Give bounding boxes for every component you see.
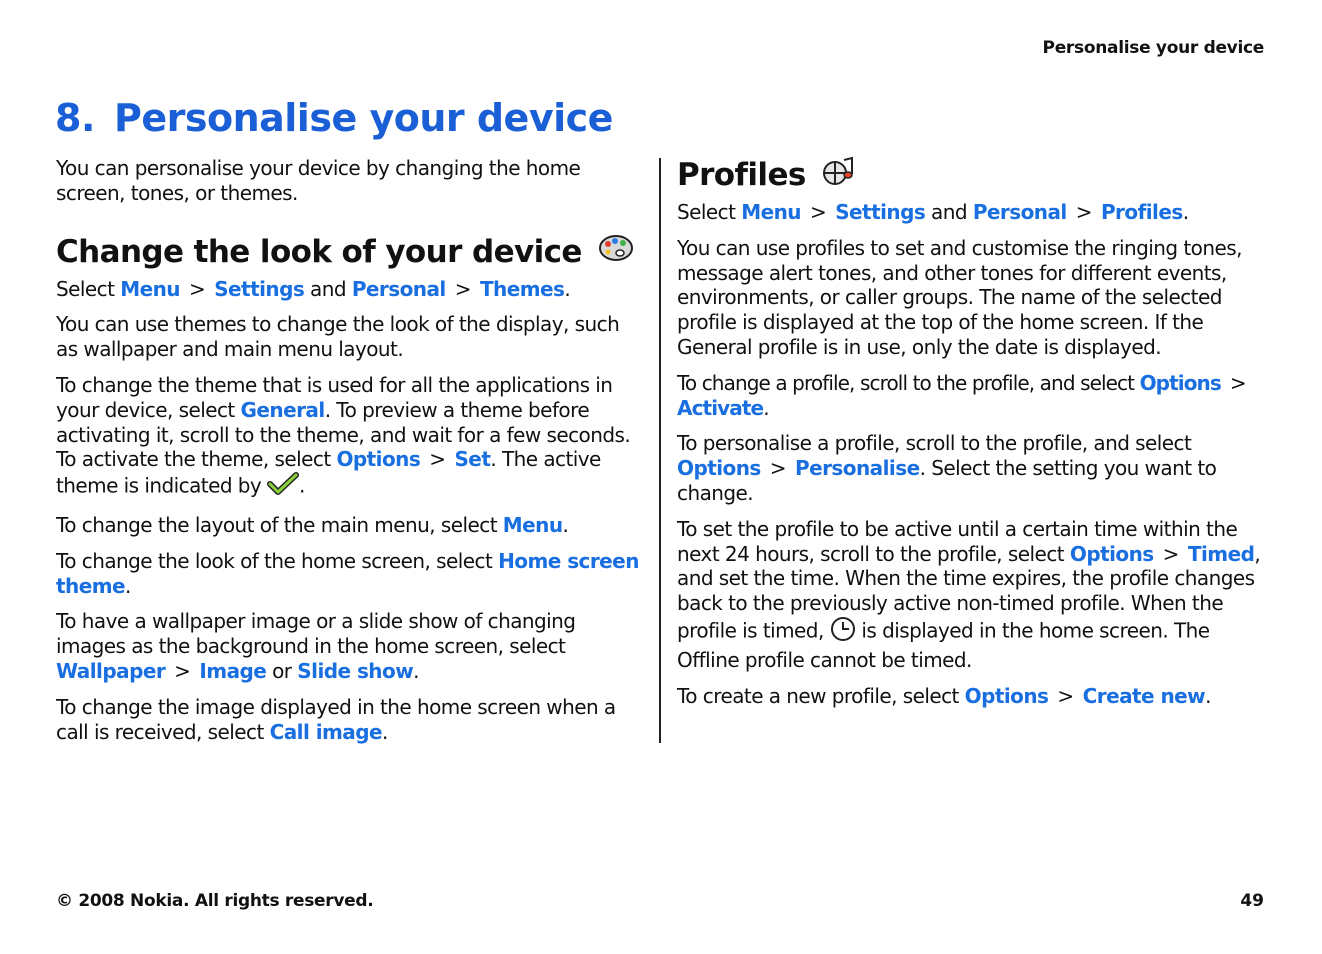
options-link[interactable]: Options: [1069, 541, 1154, 566]
profiles-link[interactable]: Profiles: [1100, 200, 1183, 224]
call-image-paragraph: To change the image displayed in the home screen when a call is received, select Call image.: [56, 694, 616, 744]
section-title-change-look: [56, 233, 646, 271]
general-link[interactable]: General: [240, 397, 325, 422]
personal-link[interactable]: Personal: [972, 200, 1067, 224]
chapter-title-text: Personalise your device: [114, 96, 613, 140]
left-column: [56, 156, 646, 755]
running-header: Personalise your device: [1042, 38, 1264, 58]
profiles-icon: [822, 156, 856, 194]
chapter-title: [55, 96, 613, 140]
section-title-text: Profiles: [677, 157, 806, 193]
options-link[interactable]: Options: [677, 456, 761, 481]
section-title-profiles: [677, 156, 1277, 194]
profiles-description: You can use profiles to set and customise the ringing tones, message alert tones, and other tones for different events, environments, or caller groups. The name of the selected profile is displayed at the top of the home screen. If the General profile is in use, only the date is displayed.: [677, 235, 1242, 359]
menu-link[interactable]: Menu: [120, 276, 180, 301]
right-column: [677, 156, 1277, 719]
change-profile-paragraph: To change a profile, scroll to the profile, and select Options >Activate.: [677, 370, 1246, 420]
copyright: © 2008 Nokia. All rights reserved.: [56, 891, 374, 911]
themes-path: Select Menu > Settings and Personal > Themes.: [56, 276, 571, 301]
themes-link[interactable]: Themes: [479, 276, 565, 301]
palette-icon: [598, 233, 634, 271]
checkmark-icon: [267, 472, 299, 502]
change-theme-paragraph: To change the theme that is used for all the applications in your device, select General. To preview a theme before activating it, scroll to the theme, and wait for a few seconds. To activate the theme, select Options > Set. The active theme is indicated by .: [56, 373, 646, 502]
set-link[interactable]: Set: [454, 447, 491, 472]
themes-description: You can use themes to change the look of the display, such as wallpaper and main menu layout.: [56, 312, 620, 362]
personalise-link[interactable]: Personalise: [795, 456, 920, 481]
options-link[interactable]: Options: [1139, 370, 1221, 395]
profiles-path: Select Menu > Settings and Personal > Profiles.: [677, 200, 1189, 224]
image-link[interactable]: Image: [199, 658, 267, 683]
timed-paragraph: To set the profile to be active until a certain time within the next 24 hours, scroll to the profile, select Options > Timed, and set the time. When the time expires, the profile changes back to the previously active non-timed profile. When the profile is timed, is displayed in the home screen. The Offline profile cannot be timed.: [677, 516, 1261, 672]
menu-link[interactable]: Menu: [741, 200, 801, 224]
page-number: 49: [1240, 891, 1264, 911]
slide-show-link[interactable]: Slide show: [297, 658, 414, 683]
chapter-number: 8.: [55, 96, 95, 140]
settings-link[interactable]: Settings: [214, 276, 305, 301]
create-new-link[interactable]: Create new: [1082, 683, 1206, 708]
column-divider: [659, 158, 661, 743]
intro-paragraph: You can personalise your device by changing the home screen, tones, or themes.: [56, 156, 581, 205]
layout-paragraph: To change the layout of the main menu, select Menu.: [56, 512, 569, 537]
personalise-paragraph: To personalise a profile, scroll to the profile, and select Options > Personalise. Select the setting you want to change.: [677, 431, 1217, 505]
wallpaper-link[interactable]: Wallpaper: [56, 658, 166, 683]
personal-link[interactable]: Personal: [351, 276, 446, 301]
options-link[interactable]: Options: [964, 683, 1049, 708]
section-title-text: Change the look of your device: [56, 233, 582, 270]
activate-link[interactable]: Activate: [677, 395, 764, 420]
home-screen-paragraph: To change the look of the home screen, select Home screen theme.: [56, 548, 639, 598]
clock-icon: [830, 616, 856, 648]
timed-link[interactable]: Timed: [1187, 541, 1255, 566]
wallpaper-paragraph: To have a wallpaper image or a slide show of changing images as the background in the home screen, select Wallpaper > Image or Slide show.: [56, 609, 576, 683]
menu-link[interactable]: Menu: [502, 512, 563, 537]
settings-link[interactable]: Settings: [835, 200, 926, 224]
call-image-link[interactable]: Call image: [269, 719, 383, 744]
create-profile-paragraph: To create a new profile, select Options > Create new.: [677, 683, 1211, 708]
home-screen-theme-link[interactable]: Home screen theme: [56, 548, 639, 598]
options-link[interactable]: Options: [336, 447, 421, 472]
